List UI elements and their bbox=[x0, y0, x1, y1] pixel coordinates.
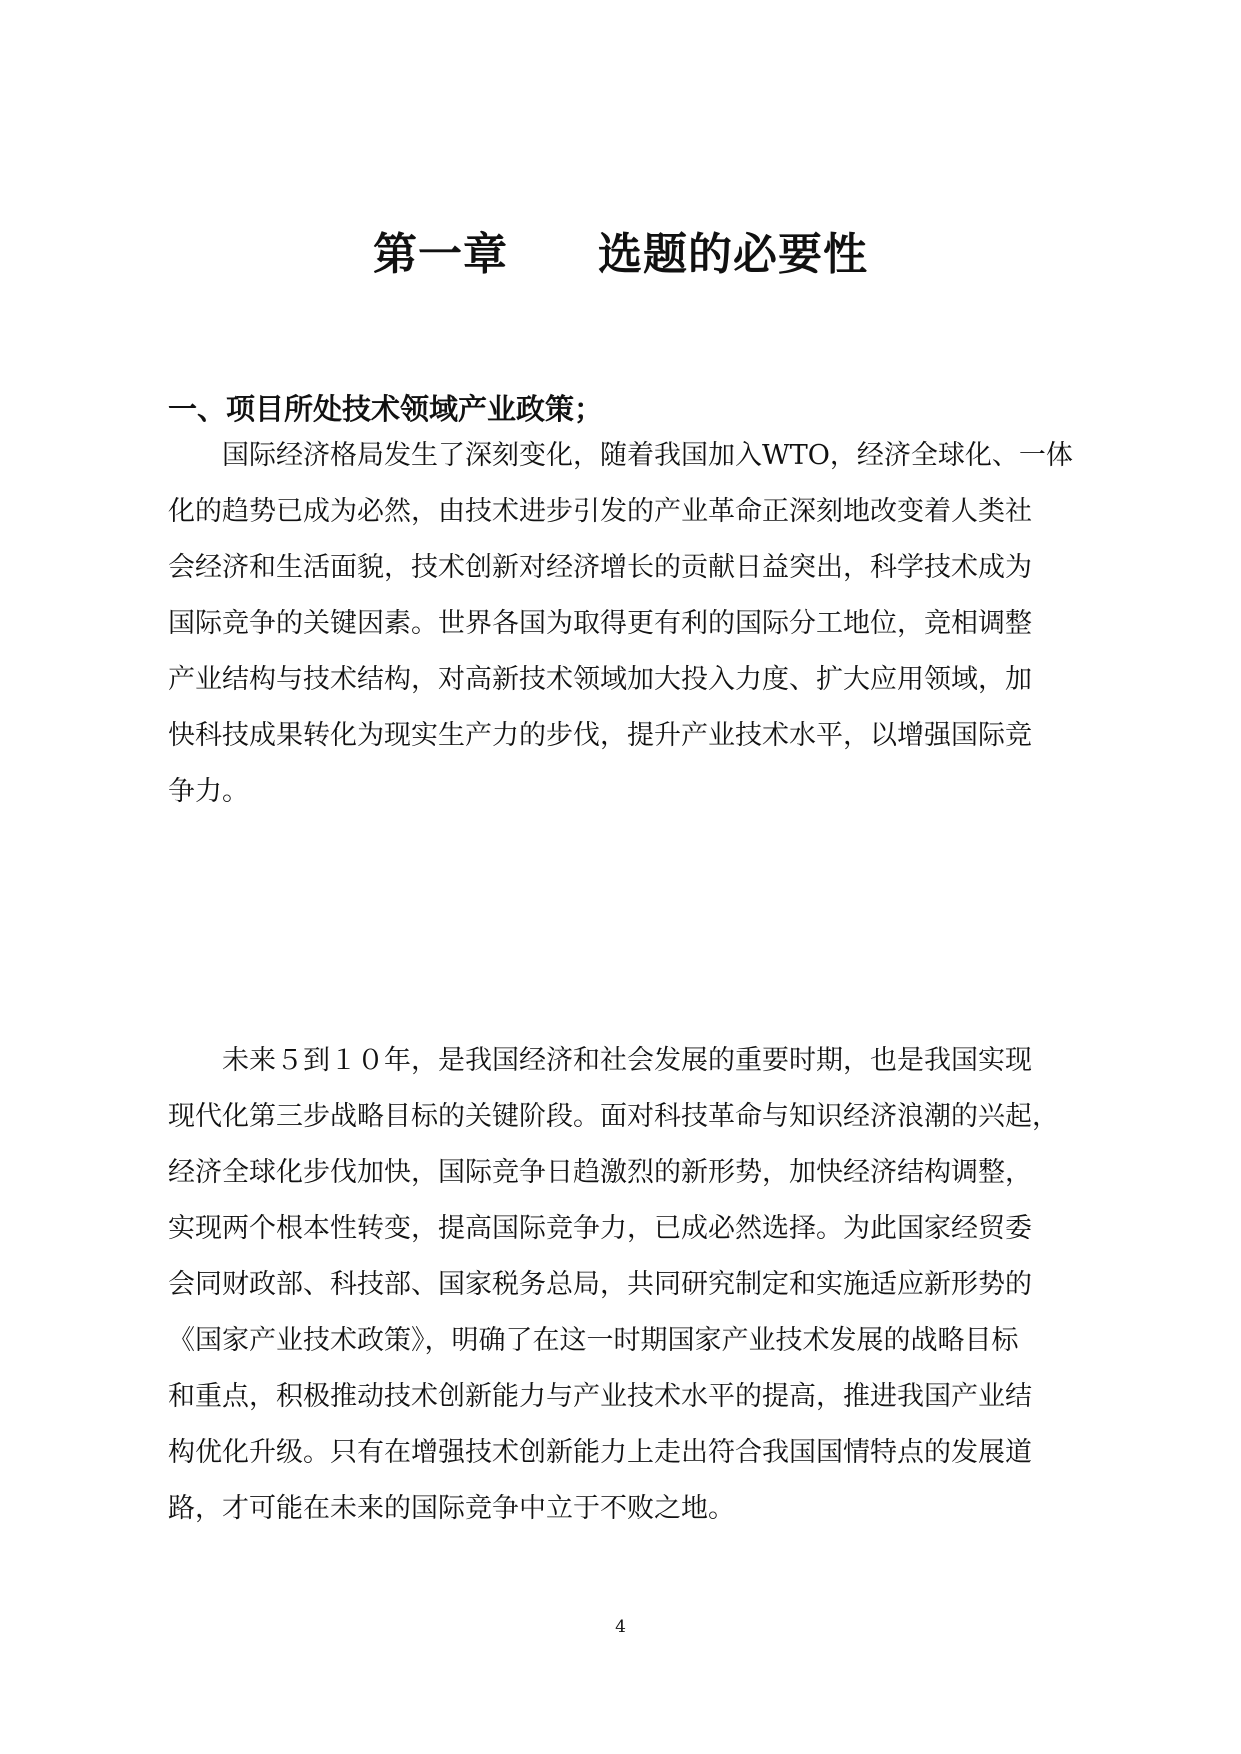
paragraph-line: 化的趋势已成为必然，由技术进步引发的产业革命正深刻地改变着人类社 bbox=[168, 496, 1032, 527]
paragraph-line: 实现两个根本性转变，提高国际竞争力，已成必然选择。为此国家经贸委 bbox=[168, 1213, 1032, 1244]
chapter-title: 第一章 选题的必要性 bbox=[373, 229, 868, 280]
paragraph-line: 路，才可能在未来的国际竞争中立于不败之地。 bbox=[168, 1493, 735, 1524]
paragraph-line: 和重点，积极推动技术创新能力与产业技术水平的提高，推进我国产业结 bbox=[168, 1381, 1032, 1412]
paragraph-line: 构优化升级。只有在增强技术创新能力上走出符合我国国情特点的发展道 bbox=[168, 1437, 1032, 1468]
paragraph-line: 会同财政部、科技部、国家税务总局，共同研究制定和实施适应新形势的 bbox=[168, 1269, 1032, 1300]
paragraph-line: 未来５到１０年，是我国经济和社会发展的重要时期，也是我国实现 bbox=[168, 1045, 1032, 1076]
paragraph-line: 国际竞争的关键因素。世界各国为取得更有利的国际分工地位，竞相调整 bbox=[168, 608, 1032, 639]
paragraph-line: 产业结构与技术结构，对高新技术领域加大投入力度、扩大应用领域，加 bbox=[168, 664, 1032, 695]
paragraph-line: 国际经济格局发生了深刻变化，随着我国加入WTO，经济全球化、一体 bbox=[168, 440, 1073, 471]
paragraph-line: 争力。 bbox=[168, 776, 249, 807]
paragraph-line: 经济全球化步伐加快，国际竞争日趋激烈的新形势，加快经济结构调整， bbox=[168, 1157, 1032, 1188]
paragraph-line: 现代化第三步战略目标的关键阶段。面对科技革命与知识经济浪潮的兴起， bbox=[168, 1101, 1059, 1132]
section-heading: 一、项目所处技术领域产业政策； bbox=[168, 392, 604, 426]
page-number: 4 bbox=[615, 1617, 626, 1637]
paragraph-line: 快科技成果转化为现实生产力的步伐，提升产业技术水平，以增强国际竞 bbox=[168, 720, 1032, 751]
paragraph-line: 会经济和生活面貌，技术创新对经济增长的贡献日益突出，科学技术成为 bbox=[168, 552, 1032, 583]
paragraph-line: 《国家产业技术政策》，明确了在这一时期国家产业技术发展的战略目标 bbox=[168, 1325, 1019, 1356]
